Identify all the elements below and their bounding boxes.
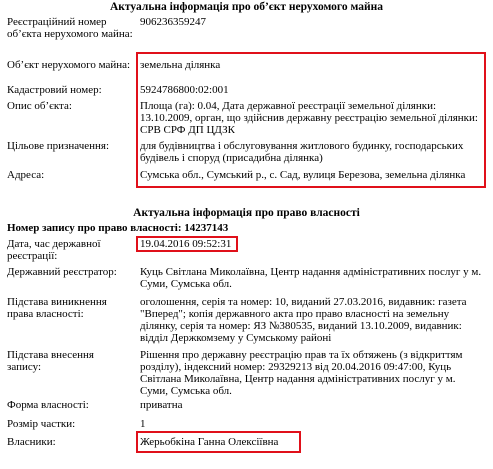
entry-basis-label: Підстава внесення запису: [7,349,94,373]
registration-date-label: Дата, час державної реєстрації: [7,238,101,262]
registration-date-value: 19.04.2016 09:52:31 [140,238,232,250]
ownership-form-label: Форма власності: [7,399,89,411]
share-size-value: 1 [140,418,146,430]
address-value: Сумська обл., Сумський р., с. Сад, вулиця Березова, земельна ділянка [140,169,466,181]
registration-date-highlight-box [136,236,238,252]
property-object-value: земельна ділянка [140,59,221,71]
registrar-value: Куць Світлана Миколаївна, Центр надання адміністративних послуг у м. Суми, Сумська обл. [140,266,482,290]
owners-value: Жерьобкіна Ганна Олексіївна [140,436,279,448]
ownership-section-title: Актуальна інформація про право власності [133,207,360,219]
owners-label: Власники: [7,436,56,448]
property-section-title: Актуальна інформація про об’єкт нерухомого майна [110,1,383,13]
share-size-label: Розмір частки: [7,418,76,430]
owners-highlight-box [136,431,301,453]
record-number-line [7,222,228,234]
cadastral-number-value: 5924786800:02:001 [140,84,229,96]
registrar-label: Державний реєстратор: [7,266,117,278]
ownership-form-value: приватна [140,399,183,411]
description-value: Площа (га): 0.04, Дата державної реєстрації земельної ділянки: 13.10.2009, орган, що здійснив державну реєстрацію земельної ділянки: СРВ СРФ ДП ЦДЗК [140,100,478,136]
record-number-value: 14237143 [184,222,229,234]
ownership-basis-label: Підстава виникнення права власності: [7,296,107,320]
entry-basis-value: Рішення про державну реєстрацію прав та їх обтяжень (з відкриттям розділу), індексний номер: 29329213 від 20.04.2016 09:47:00, Куць Світлана Миколаївна, Центр надання адміністративних послуг у м. Суми, Сумська обл. [140,349,463,397]
address-label: Адреса: [7,169,45,181]
property-object-label: Об’єкт нерухомого майна: [7,59,131,71]
purpose-label: Цільове призначення: [7,140,110,152]
ownership-basis-value: оголошення, серія та номер: 10, виданий 27.03.2016, видавник: газета "Вперед"; копія державного акта про право власності на земельну ділянку, серія та номер: ЯЗ №380535, виданий 13.10.2009, видавник: відділ Держкомзему у Сумському районі [140,296,467,344]
record-number-label: Номер запису про право власності: [7,222,182,234]
cadastral-number-label: Кадастровий номер: [7,84,102,96]
registration-number-value: 906236359247 [140,16,206,28]
registration-number-label: Реєстраційний номер об’єкта нерухомого майна: [7,16,133,40]
property-highlight-box [136,52,486,188]
purpose-value: для будівництва і обслуговування житлового будинку, господарських будівель і споруд (присадибна ділянка) [140,140,464,164]
description-label: Опис об’єкта: [7,100,72,112]
